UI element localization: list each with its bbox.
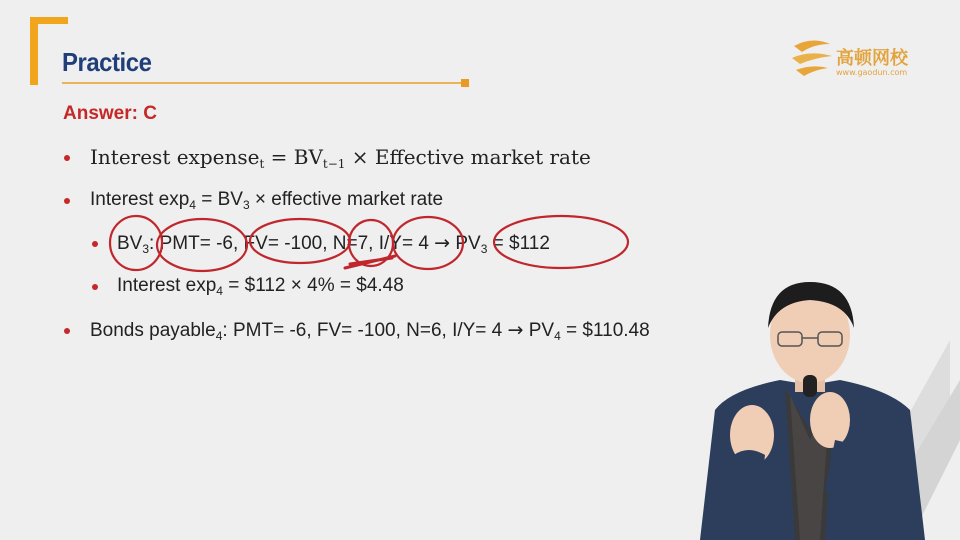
ink-circle-pv3 bbox=[494, 216, 628, 268]
logo-text: 高顿网校 bbox=[836, 48, 908, 69]
slide-title: Practice bbox=[62, 47, 152, 77]
arrow-right-icon: → bbox=[434, 232, 451, 254]
ink-circle-iy bbox=[393, 217, 463, 269]
ink-circle-bv3 bbox=[110, 216, 162, 270]
ink-circle-pmt bbox=[157, 219, 247, 271]
bonds-payable-line: Bonds payable$_4$: PMT= -6, FV= -100, N=6, $I/Y= 4 \to PV_4$ = $110.48 bbox=[90, 319, 650, 343]
interest-exp4-line: Interest $\exp_4$ = $112 × 4% = $4.48 bbox=[117, 275, 404, 298]
bv3-calculation-line: $BV_3$: PMT= -6, FV= -100, N=7, $I/Y= 4 \to PV_3$ = $112 bbox=[117, 232, 550, 256]
formula-line-general: Interest expense$_t$ = $BV_{t-1}$ × Effective market rate bbox=[90, 145, 591, 171]
ink-circle-fv bbox=[250, 219, 350, 263]
presenter-video bbox=[660, 270, 960, 540]
logo-url: www.gaodun.com bbox=[836, 68, 908, 77]
formula-line-period4: Interest $\exp_4 = BV_3$ × effective market rate bbox=[90, 189, 444, 212]
answer-label: Answer: C bbox=[63, 103, 157, 124]
arrow-right-icon: → bbox=[507, 319, 524, 341]
